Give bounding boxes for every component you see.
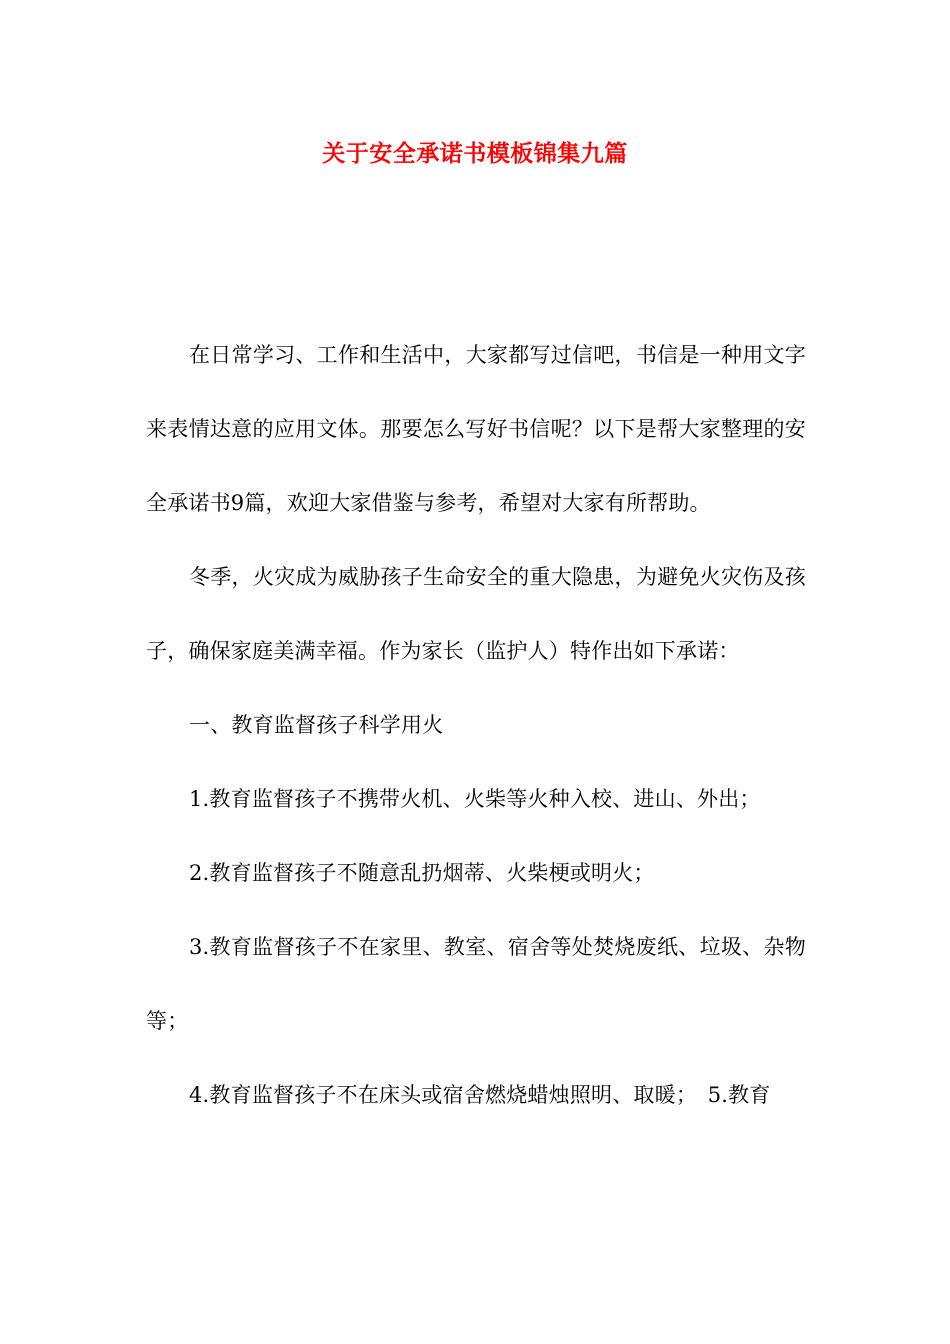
paragraph-winter-fire: 冬季，火灾成为威胁孩子生命安全的重大隐患，为避免火灾伤及孩子，确保家庭美满幸福。作为家长（监护人）特作出如下承诺：	[146, 565, 806, 663]
list-item-2: 2.教育监督孩子不随意乱扔烟蒂、火柴梗或明火；	[189, 861, 655, 885]
list-item-4: 4.教育监督孩子不在床头或宿舍燃烧蜡烛照明、取暖； 5.教育	[189, 1083, 771, 1107]
list-item-3: 3.教育监督孩子不在家里、教室、宿舍等处焚烧废纸、垃圾、杂物等；	[146, 935, 806, 1033]
section-heading-fire-use: 一、教育监督孩子科学用火	[189, 713, 444, 737]
paragraph-intro: 在日常学习、工作和生活中，大家都写过信吧，书信是一种用文字来表情达意的应用文体。那要怎么写好书信呢？以下是帮大家整理的安全承诺书9篇，欢迎大家借鉴与参考，希望对大家有所帮助。	[146, 343, 806, 515]
document-title: 关于安全承诺书模板锦集九篇	[322, 140, 628, 167]
list-item-1: 1.教育监督孩子不携带火机、火柴等火种入校、进山、外出；	[189, 787, 761, 811]
document-body	[146, 318, 806, 1132]
